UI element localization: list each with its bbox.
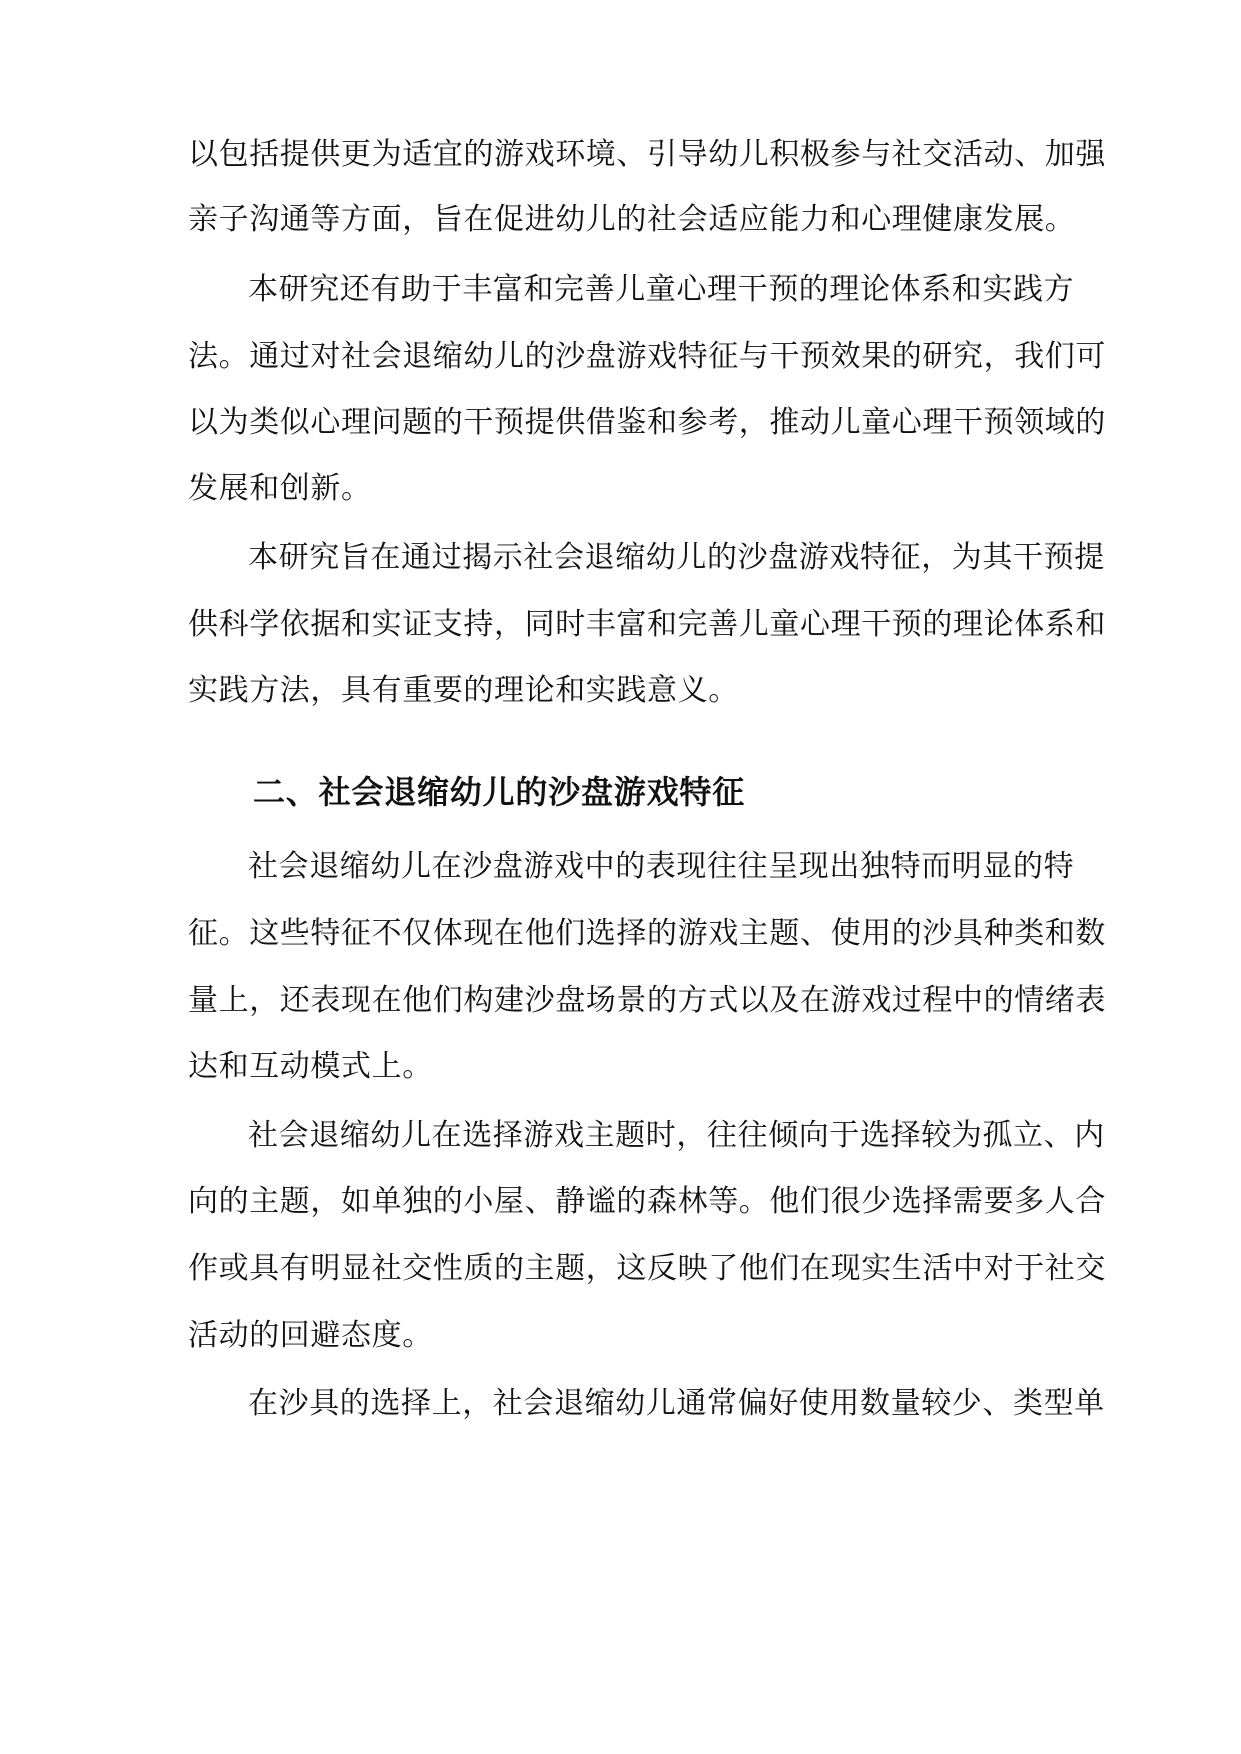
paragraph-2-line-3: 以为类似心理问题的干预提供借鉴和参考，推动儿童心理干预领域的 xyxy=(188,405,1106,440)
section-paragraph-2-line-4: 活动的回避态度。 xyxy=(188,1318,433,1353)
paragraph-1-line-1: 以包括提供更为适宜的游戏环境、引导幼儿积极参与社交活动、加强 xyxy=(188,137,1106,172)
section-paragraph-2-line-3: 作或具有明显社交性质的主题，这反映了他们在现实生活中对于社交 xyxy=(188,1251,1106,1286)
paragraph-3-line-3: 实践方法，具有重要的理论和实践意义。 xyxy=(188,673,739,708)
section-paragraph-1-line-1: 社会退缩幼儿在沙盘游戏中的表现往往呈现出独特而明显的特 xyxy=(248,849,1075,884)
paragraph-3-line-1: 本研究旨在通过揭示社会退缩幼儿的沙盘游戏特征，为其干预提 xyxy=(248,540,1105,575)
paragraph-3-line-2: 供科学依据和实证支持，同时丰富和完善儿童心理干预的理论体系和 xyxy=(188,607,1106,642)
paragraph-2-line-4: 发展和创新。 xyxy=(188,471,372,506)
paragraph-1-line-2: 亲子沟通等方面，旨在促进幼儿的社会适应能力和心理健康发展。 xyxy=(188,202,1076,237)
paragraph-2-line-1: 本研究还有助于丰富和完善儿童心理干预的理论体系和实践方 xyxy=(248,272,1075,307)
section-paragraph-1-line-4: 达和互动模式上。 xyxy=(188,1049,433,1084)
section-heading: 二、社会退缩幼儿的沙盘游戏特征 xyxy=(253,773,746,811)
section-paragraph-2-line-1: 社会退缩幼儿在选择游戏主题时，往往倾向于选择较为孤立、内 xyxy=(248,1118,1105,1153)
paragraph-2-line-2: 法。通过对社会退缩幼儿的沙盘游戏特征与干预效果的研究，我们可 xyxy=(188,339,1106,374)
section-paragraph-1-line-3: 量上，还表现在他们构建沙盘场景的方式以及在游戏过程中的情绪表 xyxy=(188,983,1106,1018)
section-paragraph-2-line-2: 向的主题，如单独的小屋、静谧的森林等。他们很少选择需要多人合 xyxy=(188,1184,1106,1219)
section-paragraph-1-line-2: 征。这些特征不仅体现在他们选择的游戏主题、使用的沙具种类和数 xyxy=(188,916,1106,951)
section-paragraph-3-line-1: 在沙具的选择上，社会退缩幼儿通常偏好使用数量较少、类型单 xyxy=(248,1386,1105,1421)
